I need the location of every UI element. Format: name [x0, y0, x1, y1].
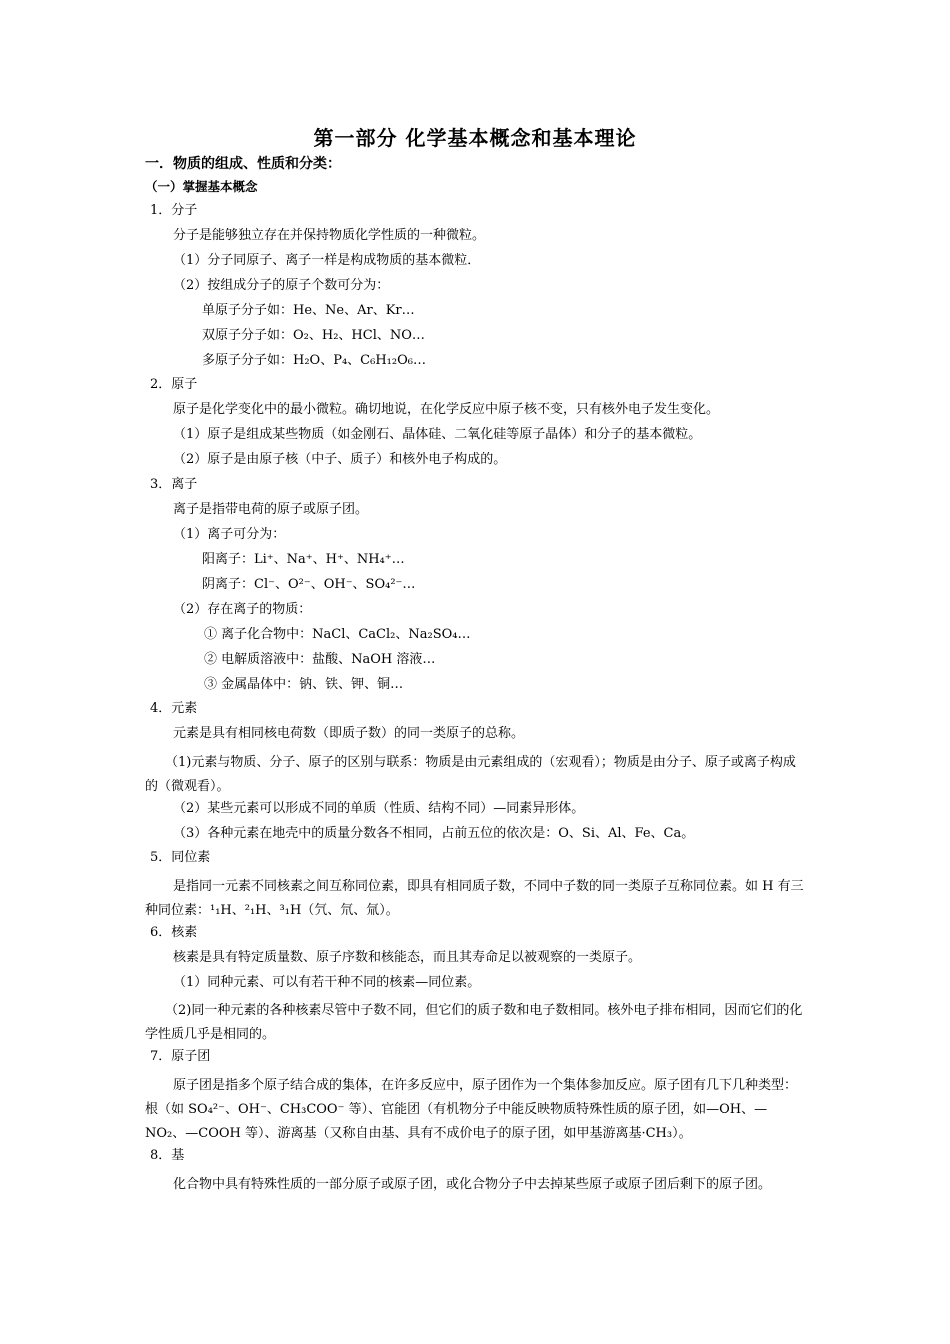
isotope-definition: 是指同一元素不同核素之间互称同位素，即具有相同质子数，不同中子数的同一类原子互称同位素。如 H 有三种同位素：¹₁H、²₁H、³₁H（氕、氘、氚）。	[145, 879, 804, 918]
radical-heading: 8．基	[150, 1148, 185, 1163]
molecule-point-1: （1）分子同原子、离子一样是构成物质的基本微粒．	[173, 253, 481, 268]
isotope-heading: 5．同位素	[150, 850, 211, 865]
atom-point-2: （2）原子是由原子核（中子、质子）和核外电子构成的。	[173, 452, 507, 467]
element-point-1: （1)元素与物质、分子、原子的区别与联系：物质是由元素组成的（宏观看）；物质是由分子、原子或离子构成的（微观看）。	[145, 755, 796, 794]
molecule-point-2: （2）按组成分子的原子个数可分为：	[173, 278, 390, 293]
ion-example-3: ③ 金属晶体中：钠、铁、钾、铜…	[204, 677, 404, 692]
polyatomic-examples: 多原子分子如：H₂O、P₄、C₆H₁₂O₆…	[202, 353, 426, 368]
diatomic-examples: 双原子分子如：O₂、H₂、HCl、NO…	[202, 328, 425, 343]
atom-point-1: （1）原子是组成某些物质（如金刚石、晶体硅、二氧化硅等原子晶体）和分子的基本微粒。	[173, 427, 702, 442]
nuclide-point-1: （1）同种元素、可以有若干种不同的核素—同位素。	[173, 975, 481, 990]
atom-definition: 原子是化学变化中的最小微粒。确切地说，在化学反应中原子核不变，只有核外电子发生变化。	[173, 402, 720, 417]
nuclide-heading: 6．核素	[150, 925, 198, 940]
radical-definition: 化合物中具有特殊性质的一部分原子或原子团，或化合物分子中去掉某些原子或原子团后剩下的原子团。	[173, 1177, 772, 1192]
ion-definition: 离子是指带电荷的原子或原子团。	[173, 502, 369, 517]
ion-heading: 3．离子	[150, 477, 198, 492]
anion-examples: 阴离子：Cl⁻、O²⁻、OH⁻、SO₄²⁻…	[202, 577, 416, 592]
element-heading: 4．元素	[150, 701, 198, 716]
element-point-3: （3）各种元素在地壳中的质量分数各不相同，占前五位的依次是：O、Si、Al、Fe、Ca。	[173, 826, 695, 841]
ion-example-1: ① 离子化合物中：NaCl、CaCl₂、Na₂SO₄…	[204, 627, 471, 642]
group-definition: 原子团是指多个原子结合成的集体，在许多反应中，原子团作为一个集体参加反应。原子团有几下几种类型：根（如 SO₄²⁻、OH⁻、CH₃COO⁻ 等）、官能团（有机物分子中能反映物质特殊性质的原子团，如—OH、—NO₂、—COOH 等）、游离基（又称自由基、具有不成价电子的原子团，如甲基游离基·CH₃）。	[145, 1078, 798, 1141]
cation-examples: 阳离子：Li⁺、Na⁺、H⁺、NH₄⁺…	[202, 552, 405, 567]
group-heading: 7．原子团	[150, 1049, 211, 1064]
molecule-definition: 分子是能够独立存在并保持物质化学性质的一种微粒。	[173, 228, 486, 243]
monoatomic-examples: 单原子分子如：He、Ne、Ar、Kr…	[202, 303, 415, 318]
nuclide-definition: 核素是具有特定质量数、原子序数和核能态，而且其寿命足以被观察的一类原子。	[173, 950, 642, 965]
element-point-2: （2）某些元素可以形成不同的单质（性质、结构不同）—同素异形体。	[173, 801, 585, 816]
element-definition: 元素是具有相同核电荷数（即质子数）的同一类原子的总称。	[173, 726, 525, 741]
atom-heading: 2．原子	[150, 377, 198, 392]
ion-point-2: （2）存在离子的物质：	[173, 602, 312, 617]
page-title: 第一部分 化学基本概念和基本理论	[313, 126, 637, 150]
ion-example-2: ② 电解质溶液中：盐酸、NaOH 溶液…	[204, 652, 436, 667]
molecule-heading: 1．分子	[150, 203, 198, 218]
nuclide-point-2: （2)同一种元素的各种核素尽管中子数不同，但它们的质子数和电子数相同。核外电子排布相同，因而它们的化学性质几乎是相同的。	[145, 1003, 803, 1042]
section-heading: 一．物质的组成、性质和分类：	[145, 156, 341, 172]
ion-point-1: （1）离子可分为：	[173, 527, 286, 542]
subsection-heading: （一）掌握基本概念	[145, 179, 258, 194]
